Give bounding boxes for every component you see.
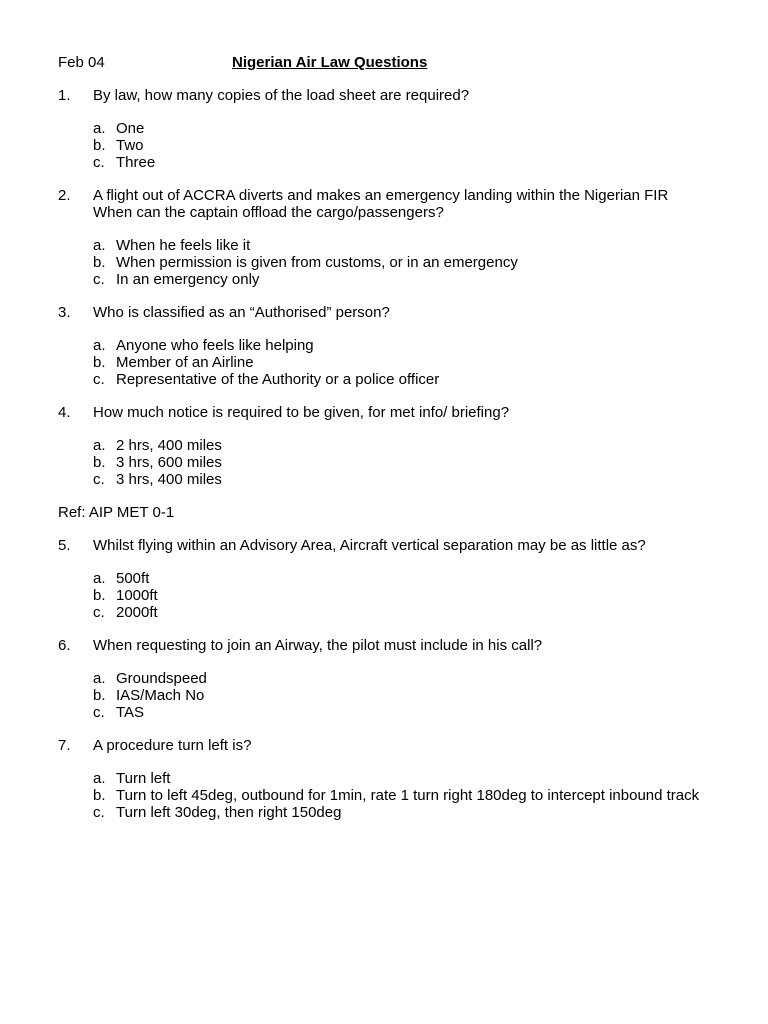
answer-option xyxy=(93,254,708,271)
question-number: 2. xyxy=(58,187,71,204)
answer-options xyxy=(93,437,708,488)
question-number: 5. xyxy=(58,537,71,554)
option-letter: a. xyxy=(93,670,106,687)
document-date: Feb 04 xyxy=(58,54,105,71)
answer-option xyxy=(93,770,708,787)
option-letter: b. xyxy=(93,687,106,704)
option-text: 2000ft xyxy=(116,604,158,621)
option-letter: b. xyxy=(93,354,106,371)
option-letter: b. xyxy=(93,587,106,604)
option-letter: c. xyxy=(93,271,105,288)
answer-options xyxy=(93,670,708,721)
option-text: Representative of the Authority or a police officer xyxy=(116,371,440,388)
answer-options xyxy=(93,120,708,171)
document-title: Nigerian Air Law Questions xyxy=(232,54,428,71)
option-text: Turn left xyxy=(116,770,171,787)
option-letter: a. xyxy=(93,770,106,787)
answer-option xyxy=(93,570,708,587)
question-2 xyxy=(58,187,708,288)
answer-option xyxy=(93,237,708,254)
question-text: How much notice is required to be given, for met info/ briefing? xyxy=(93,404,510,421)
option-text: Anyone who feels like helping xyxy=(116,337,314,354)
option-letter: c. xyxy=(93,804,105,821)
option-letter: b. xyxy=(93,137,106,154)
question-3 xyxy=(58,304,708,388)
option-letter: b. xyxy=(93,787,106,804)
option-text: Turn to left 45deg, outbound for 1min, rate 1 turn right 180deg to intercept inbound track xyxy=(116,787,700,804)
question-text-line: When can the captain offload the cargo/passengers? xyxy=(93,204,444,221)
option-text: TAS xyxy=(116,704,145,721)
option-text: 1000ft xyxy=(116,587,158,604)
question-text: Whilst flying within an Advisory Area, Aircraft vertical separation may be as little as? xyxy=(93,537,646,554)
reference-note: Ref: AIP MET 0-1 xyxy=(58,504,175,521)
answer-options xyxy=(93,770,708,821)
answer-option xyxy=(93,120,708,137)
option-letter: a. xyxy=(93,120,106,137)
answer-option xyxy=(93,137,708,154)
option-text: Three xyxy=(116,154,156,171)
option-letter: c. xyxy=(93,604,105,621)
answer-option xyxy=(93,454,708,471)
question-5 xyxy=(58,537,708,621)
answer-option xyxy=(93,271,708,288)
question-7 xyxy=(58,737,708,821)
document-page xyxy=(58,54,708,821)
option-text: 500ft xyxy=(116,570,150,587)
option-letter: a. xyxy=(93,570,106,587)
question-6 xyxy=(58,637,708,721)
option-letter: c. xyxy=(93,154,105,171)
question-text: By law, how many copies of the load sheet are required? xyxy=(93,87,470,104)
option-text: Turn left 30deg, then right 150deg xyxy=(116,804,342,821)
option-text: When permission is given from customs, or in an emergency xyxy=(116,254,518,271)
option-letter: c. xyxy=(93,704,105,721)
answer-option xyxy=(93,704,708,721)
option-text: IAS/Mach No xyxy=(116,687,205,704)
answer-option xyxy=(93,371,708,388)
option-text: 2 hrs, 400 miles xyxy=(116,437,222,454)
option-text: In an emergency only xyxy=(116,271,260,288)
option-letter: b. xyxy=(93,454,106,471)
answer-option xyxy=(93,354,708,371)
answer-option xyxy=(93,587,708,604)
answer-options xyxy=(93,237,708,288)
question-text-line: A flight out of ACCRA diverts and makes an emergency landing within the Nigerian FIR xyxy=(93,187,669,204)
option-letter: a. xyxy=(93,237,106,254)
document-header xyxy=(58,54,708,71)
question-number: 1. xyxy=(58,87,71,104)
answer-option xyxy=(93,604,708,621)
answer-option xyxy=(93,471,708,488)
answer-option xyxy=(93,337,708,354)
question-1 xyxy=(58,87,708,171)
option-text: When he feels like it xyxy=(116,237,251,254)
answer-option xyxy=(93,154,708,171)
question-text: Who is classified as an “Authorised” person? xyxy=(93,304,390,321)
question-text xyxy=(93,187,708,221)
answer-option xyxy=(93,437,708,454)
option-text: Groundspeed xyxy=(116,670,207,687)
answer-options xyxy=(93,337,708,388)
option-letter: c. xyxy=(93,471,105,488)
option-text: 3 hrs, 400 miles xyxy=(116,471,222,488)
option-letter: c. xyxy=(93,371,105,388)
question-text: A procedure turn left is? xyxy=(93,737,252,754)
option-letter: a. xyxy=(93,337,106,354)
option-text: Member of an Airline xyxy=(116,354,254,371)
question-text: When requesting to join an Airway, the pilot must include in his call? xyxy=(93,637,543,654)
answer-options xyxy=(93,570,708,621)
option-letter: b. xyxy=(93,254,106,271)
answer-option xyxy=(93,670,708,687)
option-letter: a. xyxy=(93,437,106,454)
answer-option xyxy=(93,804,708,821)
answer-option xyxy=(93,787,708,804)
question-number: 4. xyxy=(58,404,71,421)
question-number: 7. xyxy=(58,737,71,754)
question-number: 6. xyxy=(58,637,71,654)
option-text: One xyxy=(116,120,145,137)
answer-option xyxy=(93,687,708,704)
option-text: 3 hrs, 600 miles xyxy=(116,454,222,471)
question-number: 3. xyxy=(58,304,71,321)
option-text: Two xyxy=(116,137,144,154)
question-4 xyxy=(58,404,708,488)
